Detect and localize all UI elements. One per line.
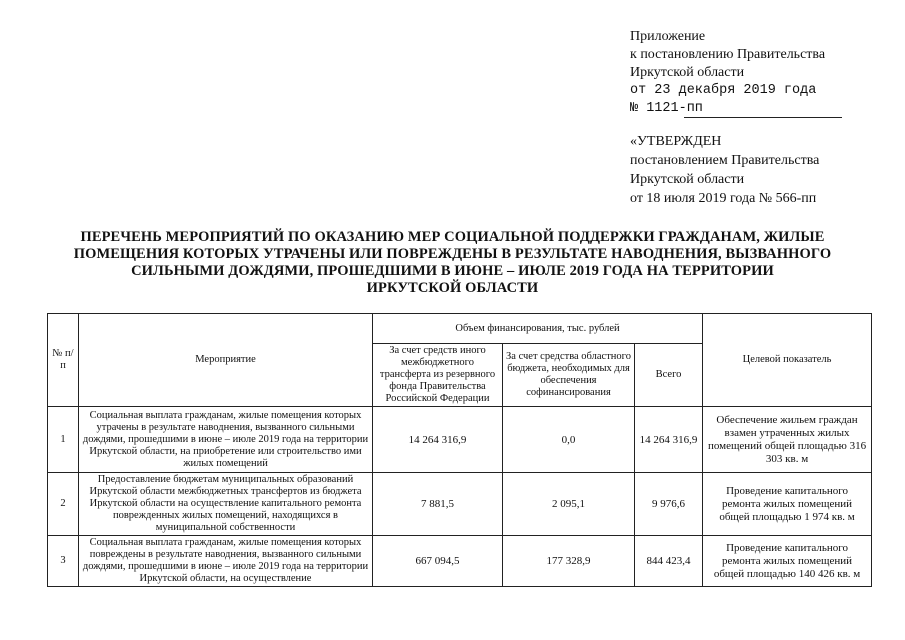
appendix-label: Приложение (630, 29, 706, 44)
header-target: Целевой показатель (703, 314, 872, 407)
approved-date-number: от 18 июля 2019 года № 566-пп (630, 191, 817, 206)
table-row (48, 536, 872, 587)
cell-num: 1 (48, 407, 79, 473)
cell-activity: Предоставление бюджетам муниципальных образований Иркутской области межбюджетных трансфертов из бюджета Иркутской области на осуществление капитального ремонта поврежденных жилых помещений, находящихся в муниципальной собственности (79, 473, 373, 536)
appendix-underline (684, 117, 842, 118)
approved-word: Правительства (731, 153, 820, 168)
cell-federal: 667 094,5 (373, 536, 503, 587)
cell-activity: Социальная выплата гражданам, жилые помещения которых утрачены в результате наводнения, вызванного сильными дождями, прошедшими в июне – июле 2019 года на территории Иркутской области, на приобретение или строительство ими жилых помещений (79, 407, 373, 473)
table-header-row (48, 314, 872, 344)
cell-target: Обеспечение жильем граждан взамен утраченных жилых помещений общей площадью 316 303 кв. м (703, 407, 872, 473)
approved-region: Иркутской области (630, 172, 745, 187)
measures-table (47, 313, 872, 587)
appendix-number: № 1121-пп (630, 101, 703, 116)
header-regional: За счет средства областного бюджета, необходимых для обеспечения софинансирования (503, 344, 635, 407)
cell-regional: 177 328,9 (503, 536, 635, 587)
appendix-resolution-ref (630, 46, 862, 64)
appendix-word: постановлению (640, 47, 734, 62)
cell-total: 844 423,4 (635, 536, 703, 587)
table-row (48, 407, 872, 473)
title-line: ИРКУТСКОЙ ОБЛАСТИ (366, 280, 539, 296)
title-line: ПОМЕЩЕНИЯ КОТОРЫХ УТРАЧЕНЫ ИЛИ ПОВРЕЖДЕНЫ В РЕЗУЛЬТАТЕ НАВОДНЕНИЯ, ВЫЗВАННОГО (73, 246, 832, 262)
header-activity: Мероприятие (79, 314, 373, 407)
appendix-block (630, 28, 862, 118)
document-title (40, 229, 865, 297)
cell-target: Проведение капитального ремонта жилых помещений общей площадью 1 974 кв. м (703, 473, 872, 536)
cell-total: 9 976,6 (635, 473, 703, 536)
approved-word: постановлением (630, 153, 728, 168)
appendix-word: Правительства (736, 47, 826, 62)
cell-regional: 0,0 (503, 407, 635, 473)
cell-regional: 2 095,1 (503, 473, 635, 536)
cell-total: 14 264 316,9 (635, 407, 703, 473)
cell-activity: Социальная выплата гражданам, жилые помещения которых повреждены в результате наводнения, вызванного сильными дождями, прошедшими в июне – июле 2019 года на территории Иркутской области, на осуществление (79, 536, 373, 587)
header-federal: За счет средств иного межбюджетного трансферта из резервного фонда Правительства Российской Федерации (373, 344, 503, 407)
approved-resolution-ref (630, 151, 862, 170)
title-line: ПЕРЕЧЕНЬ МЕРОПРИЯТИЙ ПО ОКАЗАНИЮ МЕР СОЦИАЛЬНОЙ ПОДДЕРЖКИ ГРАЖДАНАМ, ЖИЛЫЕ (80, 229, 825, 245)
approved-block (630, 132, 862, 208)
header-financing: Объем финансирования, тыс. рублей (373, 314, 703, 344)
title-line: СИЛЬНЫМИ ДОЖДЯМИ, ПРОШЕДШИМИ В ИЮНЕ – ИЮЛЕ 2019 ГОДА НА ТЕРРИТОРИИ (131, 263, 774, 279)
appendix-date: от 23 декабря 2019 года (630, 83, 817, 98)
approved-label: «УТВЕРЖДЕН (630, 134, 722, 149)
cell-num: 2 (48, 473, 79, 536)
header-num: № п/п (48, 314, 79, 407)
cell-federal: 14 264 316,9 (373, 407, 503, 473)
cell-target: Проведение капитального ремонта жилых помещений общей площадью 140 426 кв. м (703, 536, 872, 587)
appendix-region: Иркутской области (630, 65, 745, 80)
header-total: Всего (635, 344, 703, 407)
cell-federal: 7 881,5 (373, 473, 503, 536)
table-row (48, 473, 872, 536)
cell-num: 3 (48, 536, 79, 587)
appendix-word: к (630, 47, 637, 62)
